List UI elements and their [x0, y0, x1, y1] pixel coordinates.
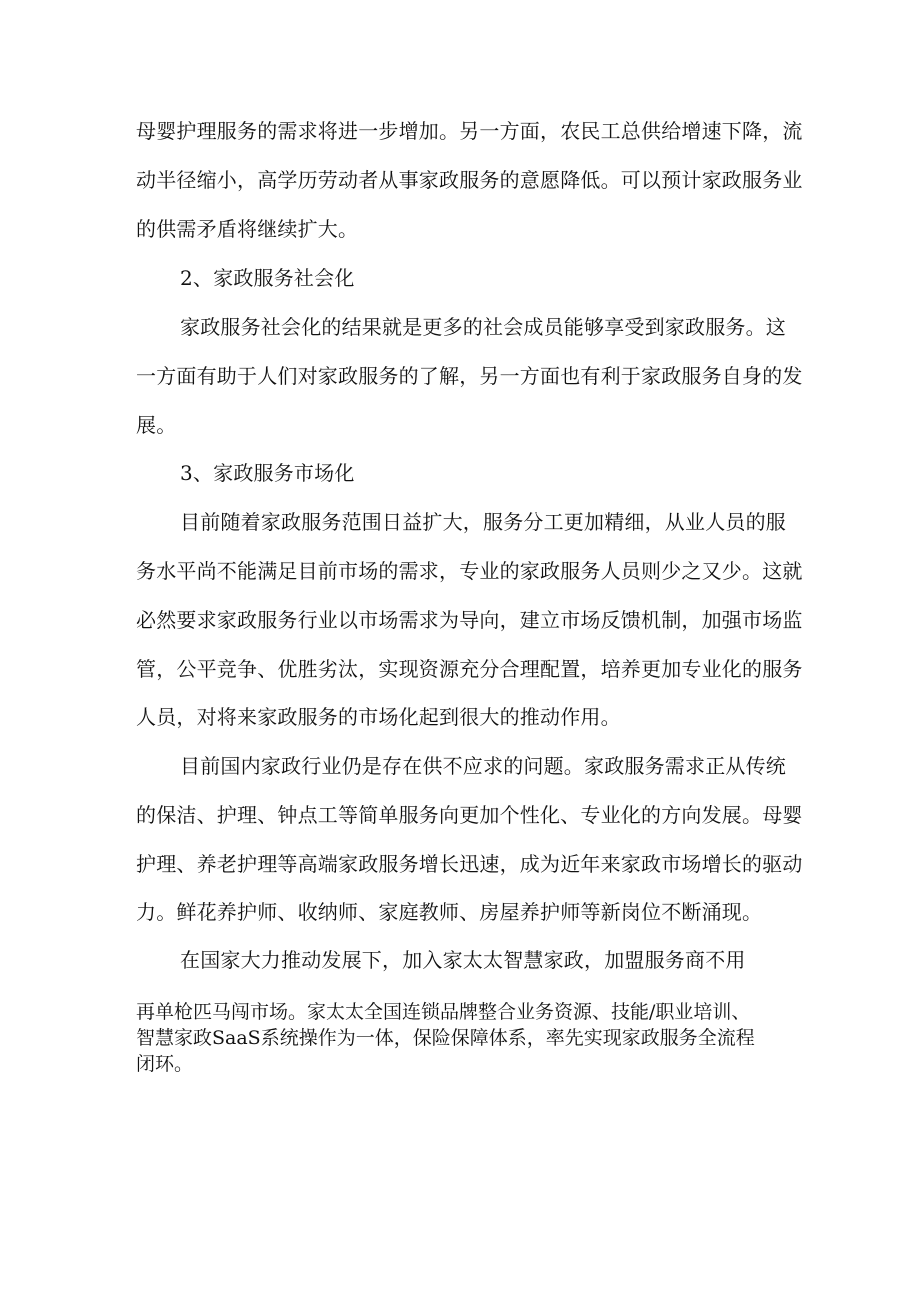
paragraph-3-line-4: 管，公平竞争、优胜劣汰，实现资源充分合理配置，培养更加专业化的服务 [136, 657, 803, 681]
paragraph-4-line-3: 护理、养老护理等高端家政服务增长迅速，成为近年来家政市场增长的驱动 [136, 852, 803, 876]
paragraph-4-line-2: 的保洁、护理、钟点工等简单服务向更加个性化、专业化的方向发展。母婴 [136, 803, 803, 827]
section-heading-2: 2、家政服务社会化 [180, 266, 355, 290]
paragraph-1-line-1: 母婴护理服务的需求将进一步增加。另一方面，农民工总供给增速下降，流 [136, 119, 803, 143]
section-heading-3: 3、家政服务市场化 [180, 461, 355, 485]
paragraph-5-line-1: 在国家大力推动发展下，加入家太太智慧家政，加盟服务商不用 [180, 948, 746, 972]
paragraph-3-line-5: 人员，对将来家政服务的市场化起到很大的推动作用。 [136, 705, 621, 729]
paragraph-5-line-4: 闭环。 [136, 1053, 194, 1075]
paragraph-3-line-3: 必然要求家政服务行业以市场需求为导向，建立市场反馈机制，加强市场监 [136, 608, 803, 632]
paragraph-5-line-2: 再单枪匹马闯市场。家太太全国连锁品牌整合业务资源、技能/职业培训、 [136, 1001, 751, 1023]
paragraph-2-line-3: 展。 [136, 413, 177, 437]
paragraph-3-line-1: 目前随着家政服务范围日益扩大，服务分工更加精细，从业人员的服 [180, 510, 786, 534]
paragraph-4-line-1: 目前国内家政行业仍是存在供不应求的问题。家政服务需求正从传统 [180, 754, 786, 778]
paragraph-5-line-3: 智慧家政SaaS系统操作为一体，保险保障体系，率先实现家政服务全流程 [136, 1027, 755, 1049]
paragraph-4-line-4: 力。鲜花养护师、收纳师、家庭教师、房屋养护师等新岗位不断涌现。 [136, 900, 763, 924]
paragraph-2-line-1: 家政服务社会化的结果就是更多的社会成员能够享受到家政服务。这 [180, 315, 786, 339]
paragraph-1-line-2: 动半径缩小，高学历劳动者从事家政服务的意愿降低。可以预计家政服务业 [136, 168, 803, 192]
paragraph-3-line-2: 务水平尚不能满足目前市场的需求，专业的家政服务人员则少之又少。这就 [136, 559, 803, 583]
paragraph-2-line-2: 一方面有助于人们对家政服务的了解，另一方面也有利于家政服务自身的发 [136, 364, 803, 388]
paragraph-1-line-3: 的供需矛盾将继续扩大。 [136, 217, 359, 241]
